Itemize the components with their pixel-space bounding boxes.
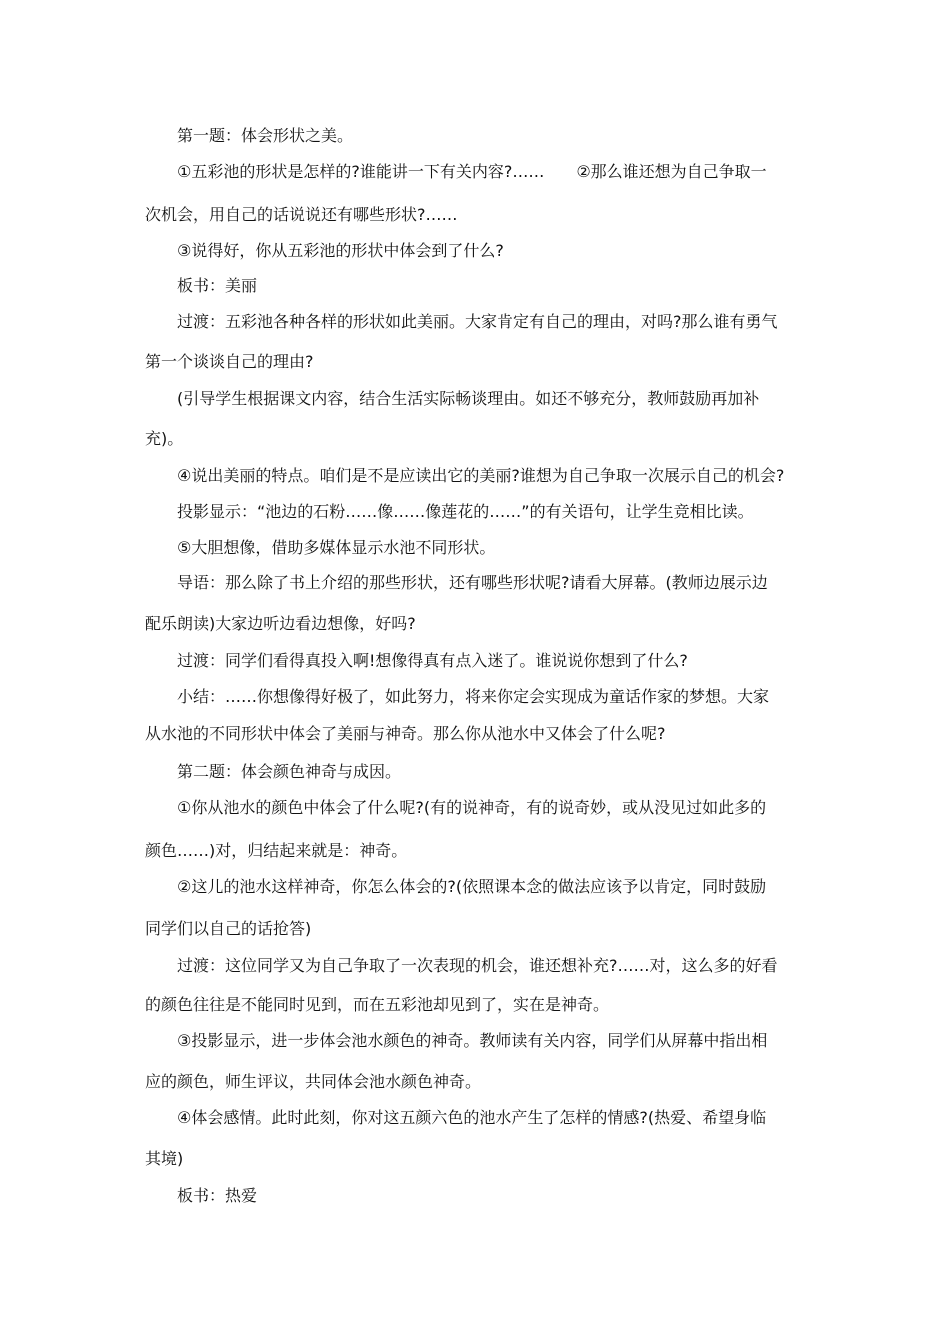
text-line: 的颜色往往是不能同时见到，而在五彩池却见到了，实在是神奇。 [145, 995, 610, 1014]
text-line: 过渡：五彩池各种各样的形状如此美丽。大家肯定有自己的理由，对吗?那么谁有勇气 [177, 312, 778, 331]
text-line: ①五彩池的形状是怎样的?谁能讲一下有关内容?…… ②那么谁还想为自己争取一 [177, 162, 767, 181]
text-line: 同学们以自己的话抢答) [145, 919, 312, 938]
text-line: ②这儿的池水这样神奇，你怎么体会的?(依照课本念的做法应该予以肯定，同时鼓励 [177, 877, 767, 896]
text-line: 板书：热爱 [177, 1186, 258, 1205]
text-line: 配乐朗读)大家边听边看边想像，好吗? [145, 614, 416, 633]
text-line: 第一题：体会形状之美。 [177, 126, 354, 145]
text-line: ①你从池水的颜色中体会了什么呢?(有的说神奇，有的说奇妙，或从没见过如此多的 [177, 798, 767, 817]
text-line: 导语：那么除了书上介绍的那些形状，还有哪些形状呢?请看大屏幕。(教师边展示边 [177, 573, 768, 592]
text-line: ③说得好，你从五彩池的形状中体会到了什么? [177, 241, 504, 260]
text-line: ⑤大胆想像，借助多媒体显示水池不同形状。 [177, 538, 496, 557]
text-line: 次机会，用自己的话说说还有哪些形状?…… [145, 205, 458, 224]
text-line: ④体会感情。此时此刻，你对这五颜六色的池水产生了怎样的情感?(热爱、希望身临 [177, 1108, 767, 1127]
text-line: ③投影显示，进一步体会池水颜色的神奇。教师读有关内容，同学们从屏幕中指出相 [177, 1031, 768, 1050]
text-line: 从水池的不同形状中体会了美丽与神奇。那么你从池水中又体会了什么呢? [145, 724, 666, 743]
text-line: 充)。 [145, 429, 184, 448]
text-line: 小结：……你想像得好极了，如此努力，将来你定会实现成为童话作家的梦想。大家 [177, 687, 770, 706]
text-line: 投影显示：“池边的石粉……像……像莲花的……”的有关语句，让学生竞相比读。 [177, 502, 754, 521]
text-line: 颜色……)对，归结起来就是：神奇。 [145, 841, 408, 860]
text-line: 过渡：这位同学又为自己争取了一次表现的机会，谁还想补充?……对，这么多的好看 [177, 956, 778, 975]
text-line: 应的颜色，师生评议，共同体会池水颜色神奇。 [145, 1072, 482, 1091]
text-line: (引导学生根据课文内容，结合生活实际畅谈理由。如还不够充分，教师鼓励再加补 [177, 389, 760, 408]
text-line: ④说出美丽的特点。咱们是不是应读出它的美丽?谁想为自己争取一次展示自己的机会? [177, 466, 785, 485]
text-line: 其境) [145, 1149, 184, 1168]
text-line: 过渡：同学们看得真投入啊!想像得真有点入迷了。谁说说你想到了什么? [177, 651, 688, 670]
text-line: 第一个谈谈自己的理由? [145, 352, 314, 371]
text-line: 第二题：体会颜色神奇与成因。 [177, 762, 402, 781]
text-line: 板书：美丽 [177, 276, 258, 295]
